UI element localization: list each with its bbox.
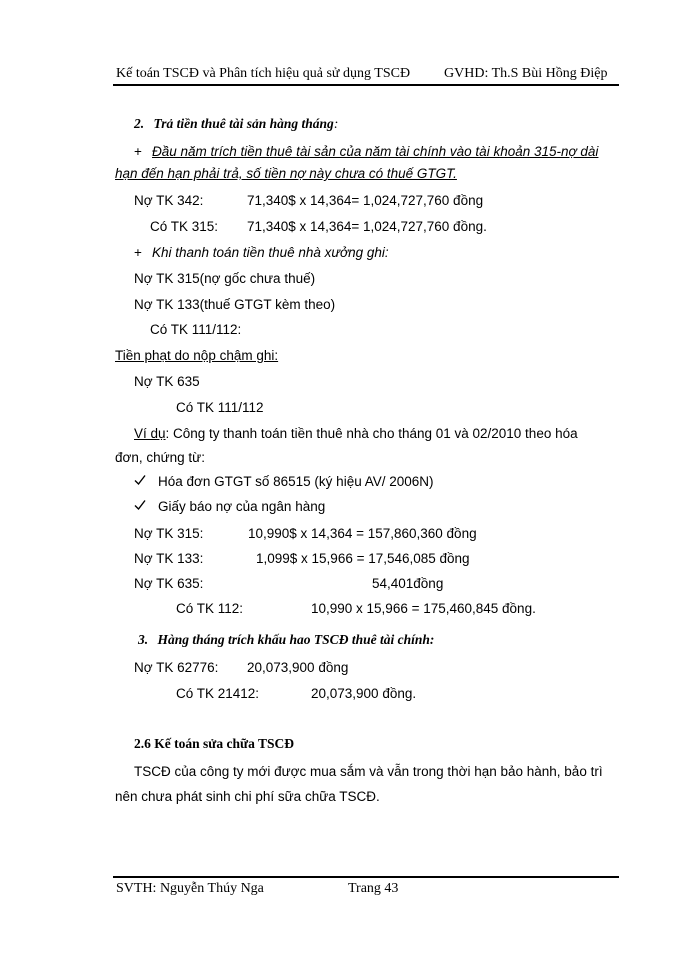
- r4-value: 10,990 x 15,966 = 175,460,845 đồng.: [311, 601, 536, 616]
- section2-title: Trả tiền thuê tài sản hàng tháng: [153, 116, 334, 131]
- e1-value: 71,340$ x 14,364= 1,024,727,760 đồng: [247, 193, 484, 208]
- note-line1: Đầu năm trích tiền thuê tài sản của năm tài chính vào tài khoản 315-nợ dài: [152, 144, 599, 159]
- d1-value: 20,073,900 đồng: [247, 660, 349, 675]
- pay-line1: Nợ TK 315(nợ gốc chưa thuế): [134, 271, 316, 286]
- pay-plus: +: [134, 245, 142, 260]
- header-title: Kế toán TSCĐ và Phân tích hiệu quả sử dụng TSCĐ: [116, 66, 411, 81]
- note-plus: +: [134, 144, 142, 159]
- header-advisor: GVHD: Th.S Bùi Hồng Điệp: [444, 66, 608, 81]
- r1-value: 10,990$ x 14,364 = 157,860,360 đồng: [248, 526, 477, 541]
- header-rule: [113, 84, 619, 86]
- e2-value: 71,340$ x 14,364= 1,024,727,760 đồng.: [247, 219, 487, 234]
- e2-account: Có TK 315:: [150, 219, 219, 234]
- check-item-2: Giấy báo nợ của ngân hàng: [158, 499, 326, 514]
- example-line1: [134, 426, 578, 441]
- example-label: Ví dụ: [134, 426, 166, 441]
- section2-number: 2.: [134, 116, 145, 131]
- footer-student: SVTH: Nguyễn Thúy Nga: [116, 881, 264, 896]
- section26-para-line2: nên chưa phát sinh chi phí sữa chữa TSCĐ.: [115, 789, 380, 804]
- check-item-1: Hóa đơn GTGT số 86515 (ký hiệu AV/ 2006N): [158, 474, 434, 489]
- example-line2: đơn, chứng từ:: [115, 450, 205, 465]
- pay-line3: Có TK 111/112:: [150, 322, 242, 337]
- pay-text: Khi thanh toán tiền thuê nhà xưởng ghi:: [152, 245, 389, 260]
- late-line1: Nợ TK 635: [134, 374, 200, 389]
- section3-heading: [138, 632, 434, 648]
- r3-account: Nợ TK 635:: [134, 576, 204, 591]
- d2-value: 20,073,900 đồng.: [311, 686, 417, 701]
- d2-account: Có TK 21412:: [176, 686, 260, 701]
- d1-account: Nợ TK 62776:: [134, 660, 219, 675]
- footer-page-number: Trang 43: [348, 881, 399, 896]
- e1-account: Nợ TK 342:: [134, 193, 204, 208]
- section3-title: Hàng tháng trích khấu hao TSCĐ thuê tài chính:: [157, 632, 435, 647]
- section26-para-line1: TSCĐ của công ty mới được mua sắm và vẫn trong thời hạn bảo hành, bảo trì: [134, 764, 603, 779]
- section3-number: 3.: [138, 632, 149, 647]
- section2-colon: :: [333, 116, 339, 131]
- footer-rule: [113, 876, 619, 878]
- check-mark-icon: [134, 474, 146, 490]
- r4-account: Có TK 112:: [176, 601, 244, 616]
- r2-account: Nợ TK 133:: [134, 551, 204, 566]
- section26-heading: 2.6 Kế toán sửa chữa TSCĐ: [134, 736, 294, 751]
- r1-account: Nợ TK 315:: [134, 526, 204, 541]
- r2-value: 1,099$ x 15,966 = 17,546,085 đồng: [256, 551, 470, 566]
- note-line2: hạn đến hạn phải trả, số tiền nợ này chưa có thuế GTGT.: [115, 166, 457, 181]
- pay-line2: Nợ TK 133(thuế GTGT kèm theo): [134, 297, 336, 312]
- check-mark-icon: [134, 499, 146, 515]
- late-line2: Có TK 111/112: [176, 400, 264, 415]
- section2-heading: [134, 116, 338, 132]
- late-fee-title: Tiền phạt do nộp chậm ghi:: [115, 348, 279, 363]
- r3-value: 54,401đồng: [372, 576, 444, 591]
- example-text: : Công ty thanh toán tiền thuê nhà cho tháng 01 và 02/2010 theo hóa: [165, 426, 578, 441]
